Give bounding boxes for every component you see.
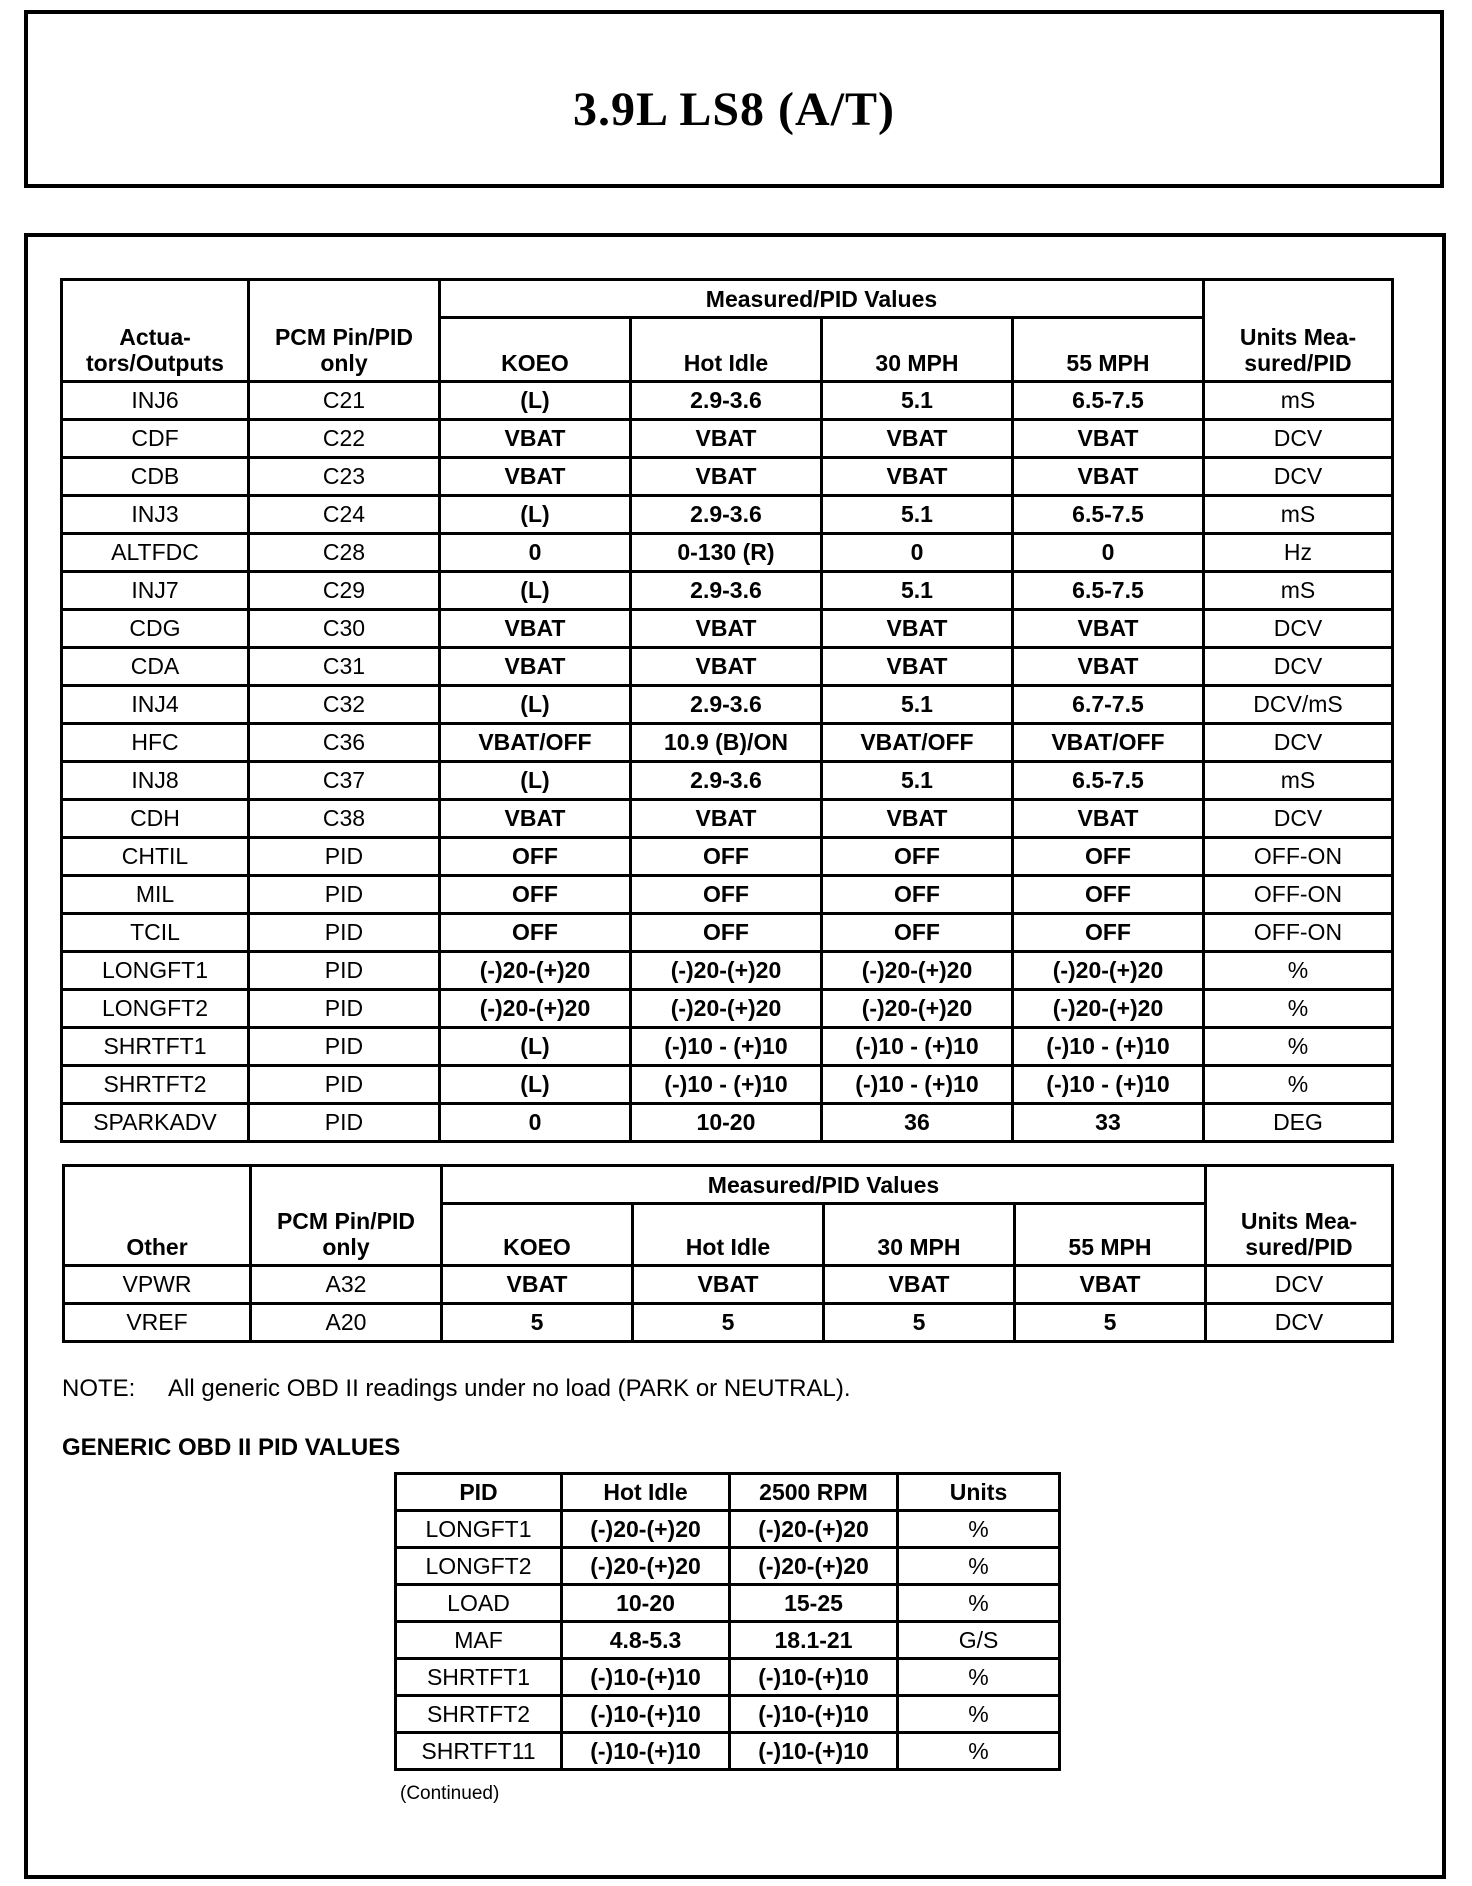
- table-cell: 2.9-3.6: [630, 382, 821, 420]
- table-cell: OFF: [630, 914, 821, 952]
- table-cell: 33: [1012, 1104, 1203, 1142]
- table-cell: OFF: [1012, 838, 1203, 876]
- table-cell: (-)10-(+)10: [730, 1733, 898, 1770]
- note: [62, 1375, 851, 1403]
- table-cell: %: [898, 1511, 1060, 1548]
- table-cell: VBAT: [1012, 610, 1203, 648]
- table-cell: 36: [821, 1104, 1012, 1142]
- table-cell: LONGFT2: [396, 1548, 562, 1585]
- table-cell: CDB: [62, 458, 249, 496]
- table-cell: 0: [439, 1104, 630, 1142]
- table-cell: OFF: [1012, 876, 1203, 914]
- table-row: [62, 952, 1393, 990]
- table-cell: INJ8: [62, 762, 249, 800]
- table-cell: mS: [1203, 572, 1392, 610]
- header-55-mph: 55 MPH: [1012, 318, 1203, 382]
- table-cell: %: [898, 1733, 1060, 1770]
- table-row: [62, 914, 1393, 952]
- table-row: [62, 648, 1393, 686]
- table-cell: 18.1-21: [730, 1622, 898, 1659]
- table-cell: VBAT: [439, 800, 630, 838]
- table-cell: OFF: [439, 876, 630, 914]
- table-cell: VBAT/OFF: [1012, 724, 1203, 762]
- table-row: [62, 1104, 1393, 1142]
- note-label: NOTE:: [62, 1375, 136, 1402]
- table-cell: VBAT: [1014, 1266, 1205, 1304]
- table-cell: (L): [439, 572, 630, 610]
- table-cell: %: [898, 1696, 1060, 1733]
- table-cell: C36: [248, 724, 439, 762]
- table-cell: (-)10 - (+)10: [821, 1066, 1012, 1104]
- table-cell: VBAT: [1012, 800, 1203, 838]
- table-row: [62, 724, 1393, 762]
- table-row: [62, 800, 1393, 838]
- table-cell: 2.9-3.6: [630, 686, 821, 724]
- table-cell: INJ7: [62, 572, 249, 610]
- table-cell: PID: [248, 1104, 439, 1142]
- header-koeo: KOEO: [441, 1204, 632, 1266]
- table-cell: C38: [248, 800, 439, 838]
- table-cell: OFF: [1012, 914, 1203, 952]
- table-cell: SHRTFT11: [396, 1733, 562, 1770]
- table-cell: (-)10 - (+)10: [1012, 1028, 1203, 1066]
- table-cell: VBAT: [439, 458, 630, 496]
- table-cell: (-)10-(+)10: [562, 1733, 730, 1770]
- table-cell: %: [898, 1548, 1060, 1585]
- table-cell: (L): [439, 762, 630, 800]
- table-cell: C22: [248, 420, 439, 458]
- table-cell: OFF: [439, 838, 630, 876]
- table-cell: (L): [439, 382, 630, 420]
- header-actuators: Actua-tors/Outputs: [62, 280, 249, 382]
- table-row: [396, 1585, 1060, 1622]
- table-cell: HFC: [62, 724, 249, 762]
- table-cell: 6.5-7.5: [1012, 572, 1203, 610]
- table-cell: C37: [248, 762, 439, 800]
- table-cell: VBAT: [821, 800, 1012, 838]
- other-table: [62, 1164, 1394, 1343]
- table-cell: SHRTFT2: [62, 1066, 249, 1104]
- table-cell: (-)20-(+)20: [562, 1548, 730, 1585]
- table-row: [396, 1622, 1060, 1659]
- continued-label: (Continued): [400, 1783, 500, 1804]
- table-cell: 6.5-7.5: [1012, 496, 1203, 534]
- table-row: [62, 838, 1393, 876]
- table-row: [62, 876, 1393, 914]
- table-cell: DCV: [1203, 724, 1392, 762]
- table-cell: VBAT: [630, 800, 821, 838]
- table-row: [62, 990, 1393, 1028]
- table-cell: 5: [823, 1304, 1014, 1342]
- table-cell: C30: [248, 610, 439, 648]
- table-cell: VBAT: [441, 1266, 632, 1304]
- header-units: Units: [898, 1474, 1060, 1511]
- table-cell: DCV: [1205, 1266, 1392, 1304]
- table-cell: 10-20: [630, 1104, 821, 1142]
- table-cell: PID: [248, 1028, 439, 1066]
- table-row: [64, 1266, 1393, 1304]
- table-cell: TCIL: [62, 914, 249, 952]
- table-row: [62, 382, 1393, 420]
- table-cell: (-)20-(+)20: [630, 990, 821, 1028]
- header-55-mph: 55 MPH: [1014, 1204, 1205, 1266]
- table-cell: SHRTFT2: [396, 1696, 562, 1733]
- table-cell: CDF: [62, 420, 249, 458]
- table-cell: C28: [248, 534, 439, 572]
- table-cell: %: [1203, 990, 1392, 1028]
- table-cell: VBAT: [630, 420, 821, 458]
- page-title: 3.9L LS8 (A/T): [572, 83, 896, 136]
- table-cell: 4.8-5.3: [562, 1622, 730, 1659]
- table-cell: (-)10-(+)10: [562, 1696, 730, 1733]
- table-row: [62, 572, 1393, 610]
- table-cell: LONGFT2: [62, 990, 249, 1028]
- header-30-mph: 30 MPH: [823, 1204, 1014, 1266]
- table-cell: MIL: [62, 876, 249, 914]
- table-cell: (-)10 - (+)10: [630, 1066, 821, 1104]
- table-row: [62, 496, 1393, 534]
- table-cell: C29: [248, 572, 439, 610]
- table-row: [396, 1733, 1060, 1770]
- table-cell: VBAT: [630, 610, 821, 648]
- table-cell: (-)10-(+)10: [730, 1696, 898, 1733]
- table-cell: C23: [248, 458, 439, 496]
- header-hot-idle: Hot Idle: [632, 1204, 823, 1266]
- table-cell: (-)20-(+)20: [630, 952, 821, 990]
- table-cell: %: [1203, 1066, 1392, 1104]
- header-2500-rpm: 2500 RPM: [730, 1474, 898, 1511]
- table-cell: %: [1203, 952, 1392, 990]
- table-cell: 5: [441, 1304, 632, 1342]
- table-cell: (-)10 - (+)10: [1012, 1066, 1203, 1104]
- table-cell: 5.1: [821, 572, 1012, 610]
- table-cell: VBAT: [630, 458, 821, 496]
- actuators-table: [60, 278, 1394, 1143]
- table-cell: (-)20-(+)20: [1012, 952, 1203, 990]
- table-cell: %: [898, 1585, 1060, 1622]
- table-cell: DCV: [1203, 420, 1392, 458]
- title-box: [24, 10, 1444, 188]
- header-measured-values: Measured/PID Values: [441, 1166, 1205, 1204]
- table-cell: 0-130 (R): [630, 534, 821, 572]
- table-cell: DCV: [1203, 458, 1392, 496]
- table-cell: C24: [248, 496, 439, 534]
- table-cell: 5: [1014, 1304, 1205, 1342]
- table-cell: 5: [632, 1304, 823, 1342]
- table-cell: mS: [1203, 762, 1392, 800]
- table-cell: 5.1: [821, 496, 1012, 534]
- table-cell: (L): [439, 686, 630, 724]
- table-cell: LOAD: [396, 1585, 562, 1622]
- generic-obd-heading: GENERIC OBD II PID VALUES: [62, 1434, 401, 1461]
- table-cell: %: [1203, 1028, 1392, 1066]
- header-units: Units Mea-sured/PID: [1203, 280, 1392, 382]
- table-cell: 2.9-3.6: [630, 496, 821, 534]
- table-row: [62, 534, 1393, 572]
- table-cell: (L): [439, 496, 630, 534]
- table-cell: DEG: [1203, 1104, 1392, 1142]
- table-cell: LONGFT1: [396, 1511, 562, 1548]
- table-cell: INJ3: [62, 496, 249, 534]
- table-cell: VBAT: [821, 420, 1012, 458]
- table-cell: C31: [248, 648, 439, 686]
- table-cell: VBAT: [823, 1266, 1014, 1304]
- table-cell: (-)20-(+)20: [439, 952, 630, 990]
- table-row: [62, 420, 1393, 458]
- table-cell: (-)10-(+)10: [562, 1659, 730, 1696]
- table-cell: DCV: [1203, 800, 1392, 838]
- table-cell: VBAT: [821, 610, 1012, 648]
- table-cell: CDA: [62, 648, 249, 686]
- table-row: [62, 610, 1393, 648]
- table-cell: OFF-ON: [1203, 876, 1392, 914]
- table-cell: (-)20-(+)20: [730, 1548, 898, 1585]
- table-cell: OFF-ON: [1203, 914, 1392, 952]
- table-cell: OFF: [630, 876, 821, 914]
- table-cell: VREF: [64, 1304, 251, 1342]
- table-cell: CDG: [62, 610, 249, 648]
- table-cell: PID: [248, 952, 439, 990]
- table-cell: ALTFDC: [62, 534, 249, 572]
- table-cell: G/S: [898, 1622, 1060, 1659]
- header-hot-idle: Hot Idle: [562, 1474, 730, 1511]
- table-row: [62, 458, 1393, 496]
- table-cell: SHRTFT1: [62, 1028, 249, 1066]
- header-pcm-pin: PCM Pin/PID only: [250, 1166, 441, 1266]
- table-cell: C21: [248, 382, 439, 420]
- table-cell: VBAT: [439, 648, 630, 686]
- table-cell: PID: [248, 990, 439, 1028]
- table-cell: 2.9-3.6: [630, 762, 821, 800]
- table-row: [396, 1511, 1060, 1548]
- table-cell: C32: [248, 686, 439, 724]
- table-cell: PID: [248, 1066, 439, 1104]
- table-row: [64, 1304, 1393, 1342]
- table-cell: mS: [1203, 496, 1392, 534]
- table-cell: Hz: [1203, 534, 1392, 572]
- table-cell: (-)20-(+)20: [1012, 990, 1203, 1028]
- table-cell: VBAT: [439, 610, 630, 648]
- table-cell: 0: [439, 534, 630, 572]
- table-cell: VBAT: [1012, 420, 1203, 458]
- header-30-mph: 30 MPH: [821, 318, 1012, 382]
- table-cell: (-)20-(+)20: [821, 990, 1012, 1028]
- table-cell: (L): [439, 1066, 630, 1104]
- header-pid: PID: [396, 1474, 562, 1511]
- header-pcm-pin: PCM Pin/PID only: [248, 280, 439, 382]
- table-cell: VBAT: [821, 458, 1012, 496]
- table-row: [396, 1696, 1060, 1733]
- header-koeo: KOEO: [439, 318, 630, 382]
- table-row: [62, 1028, 1393, 1066]
- table-row: [396, 1548, 1060, 1585]
- table-row: [396, 1659, 1060, 1696]
- table-cell: 10-20: [562, 1585, 730, 1622]
- table-cell: OFF: [439, 914, 630, 952]
- table-cell: VBAT: [1012, 648, 1203, 686]
- header-measured-values: Measured/PID Values: [439, 280, 1203, 318]
- table-cell: DCV: [1205, 1304, 1392, 1342]
- table-cell: SPARKADV: [62, 1104, 249, 1142]
- table-cell: 5.1: [821, 382, 1012, 420]
- table-cell: DCV: [1203, 610, 1392, 648]
- table-cell: VBAT: [630, 648, 821, 686]
- table-cell: OFF: [821, 838, 1012, 876]
- table-cell: VBAT/OFF: [439, 724, 630, 762]
- table-row: [62, 1066, 1393, 1104]
- table-cell: INJ4: [62, 686, 249, 724]
- table-cell: CHTIL: [62, 838, 249, 876]
- table-cell: 10.9 (B)/ON: [630, 724, 821, 762]
- table-cell: 6.5-7.5: [1012, 382, 1203, 420]
- table-row: [62, 686, 1393, 724]
- table-cell: (-)10 - (+)10: [630, 1028, 821, 1066]
- table-cell: 15-25: [730, 1585, 898, 1622]
- table-cell: 0: [821, 534, 1012, 572]
- header-units: Units Mea-sured/PID: [1205, 1166, 1392, 1266]
- note-text: All generic OBD II readings under no load (PARK or NEUTRAL).: [168, 1375, 851, 1402]
- table-cell: OFF: [821, 914, 1012, 952]
- table-cell: 5.1: [821, 686, 1012, 724]
- table-row: [62, 762, 1393, 800]
- table-cell: 5.1: [821, 762, 1012, 800]
- table-cell: LONGFT1: [62, 952, 249, 990]
- table-cell: (L): [439, 1028, 630, 1066]
- table-cell: (-)10-(+)10: [730, 1659, 898, 1696]
- table-cell: VBAT: [439, 420, 630, 458]
- table-cell: (-)10 - (+)10: [821, 1028, 1012, 1066]
- table-cell: %: [898, 1659, 1060, 1696]
- header-hot-idle: Hot Idle: [630, 318, 821, 382]
- table-cell: (-)20-(+)20: [562, 1511, 730, 1548]
- table-cell: 2.9-3.6: [630, 572, 821, 610]
- table-cell: A32: [250, 1266, 441, 1304]
- table-cell: mS: [1203, 382, 1392, 420]
- table-cell: PID: [248, 838, 439, 876]
- table-cell: A20: [250, 1304, 441, 1342]
- table-cell: 6.5-7.5: [1012, 762, 1203, 800]
- table-cell: VBAT/OFF: [821, 724, 1012, 762]
- generic-obd-table: [394, 1472, 1061, 1771]
- table-cell: VPWR: [64, 1266, 251, 1304]
- table-cell: VBAT: [632, 1266, 823, 1304]
- table-cell: OFF-ON: [1203, 838, 1392, 876]
- table-cell: VBAT: [821, 648, 1012, 686]
- table-cell: INJ6: [62, 382, 249, 420]
- table-cell: (-)20-(+)20: [730, 1511, 898, 1548]
- table-cell: 0: [1012, 534, 1203, 572]
- table-cell: CDH: [62, 800, 249, 838]
- table-cell: VBAT: [1012, 458, 1203, 496]
- table-cell: DCV: [1203, 648, 1392, 686]
- table-cell: (-)20-(+)20: [821, 952, 1012, 990]
- table-cell: 6.7-7.5: [1012, 686, 1203, 724]
- table-cell: DCV/mS: [1203, 686, 1392, 724]
- table-cell: PID: [248, 914, 439, 952]
- table-cell: (-)20-(+)20: [439, 990, 630, 1028]
- table-cell: PID: [248, 876, 439, 914]
- table-cell: MAF: [396, 1622, 562, 1659]
- table-cell: OFF: [821, 876, 1012, 914]
- table-cell: SHRTFT1: [396, 1659, 562, 1696]
- table-cell: OFF: [630, 838, 821, 876]
- header-other: Other: [64, 1166, 251, 1266]
